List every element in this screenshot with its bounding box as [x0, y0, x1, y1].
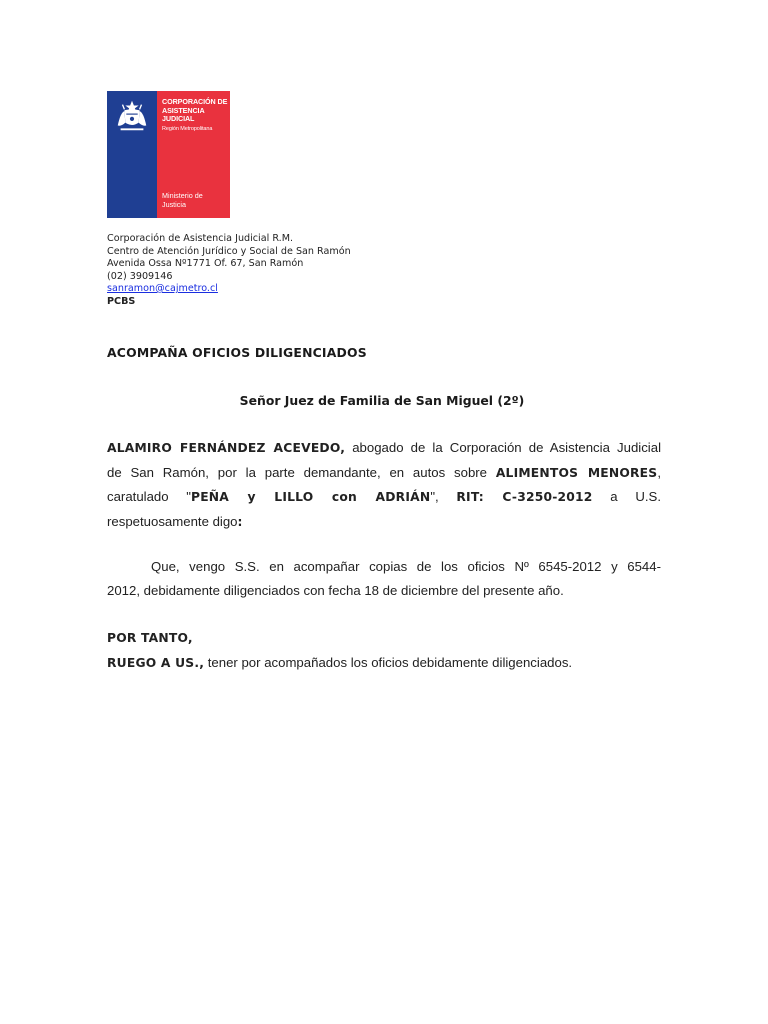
closing-text: tener por acompañados los oficios debidamente diligenciados.: [204, 654, 573, 670]
intro-text: caratulado ": [107, 489, 191, 504]
document-title: ACOMPAÑA OFICIOS DILIGENCIADOS: [107, 345, 367, 360]
intro-text: ",: [430, 489, 457, 504]
addressee-text: Señor Juez de Familia de San Miguel (2º): [239, 393, 525, 408]
chile-coat-of-arms-icon: [113, 97, 151, 135]
paragraph-body: [107, 555, 661, 602]
intro-text: respetuosamente digo: [107, 513, 238, 529]
case-rit: RIT: C-3250-2012: [456, 490, 593, 504]
sender-line-center: Centro de Atención Jurídico y Social de San Ramón: [107, 245, 351, 257]
sender-code: PCBS: [107, 295, 136, 307]
intro-colon: :: [237, 514, 243, 529]
por-tanto: POR TANTO,: [107, 631, 193, 645]
sender-line-org: Corporación de Asistencia Judicial R.M.: [107, 233, 294, 244]
intro-text: a U.S.: [592, 489, 661, 504]
intro-line-2: [107, 461, 661, 486]
sender-line-phone: (02) 3909146: [107, 270, 173, 282]
ruego-a-us: RUEGO A US.,: [107, 655, 205, 670]
sender-details: [107, 233, 351, 308]
intro-text: ,: [657, 464, 662, 480]
addressee: [0, 393, 768, 408]
intro-text: abogado de la Corporación de Asistencia Judicial: [345, 440, 661, 455]
logo-red-panel: [157, 91, 230, 218]
logo-region: Región Metropolitana: [162, 125, 213, 132]
lawyer-name: ALAMIRO FERNÁNDEZ ACEVEDO,: [107, 441, 346, 455]
intro-text: de San Ramón, por la parte demandante, en autos sobre: [107, 464, 496, 480]
sender-email-link[interactable]: sanramon@cajmetro.cl: [107, 283, 218, 294]
logo-org-line: ASISTENCIA: [162, 105, 205, 115]
closing-line-2: [107, 651, 661, 676]
logo-blue-panel: [107, 91, 157, 218]
logo-ministry-line: Justicia: [162, 199, 186, 209]
institution-logo: [107, 91, 230, 218]
logo-org-line: JUDICIAL: [162, 114, 195, 123]
sender-line-address: Avenida Ossa Nº1771 Of. 67, San Ramón: [107, 258, 304, 269]
paragraph-closing: [107, 626, 661, 675]
logo-ministry: [162, 192, 203, 209]
body-line-2: 2012, debidamente diligenciados con fecha 18 de diciembre del presente año.: [107, 582, 564, 598]
intro-line-1: [107, 436, 661, 461]
closing-line-1: [107, 626, 661, 651]
logo-org-name: [162, 98, 227, 133]
intro-line-4: [107, 510, 661, 535]
logo-ministry-line: Ministerio de: [162, 191, 203, 200]
paragraph-introduction: [107, 436, 661, 534]
case-name: PEÑA y LILLO con ADRIÁN: [190, 490, 431, 504]
body-line-1: Que, vengo S.S. en acompañar copias de los oficios Nº 6545-2012 y 6544-: [151, 559, 661, 574]
intro-line-3: [107, 485, 661, 510]
case-matter: ALIMENTOS MENORES: [495, 465, 658, 480]
logo-org-line: CORPORACIÓN DE: [162, 97, 228, 106]
